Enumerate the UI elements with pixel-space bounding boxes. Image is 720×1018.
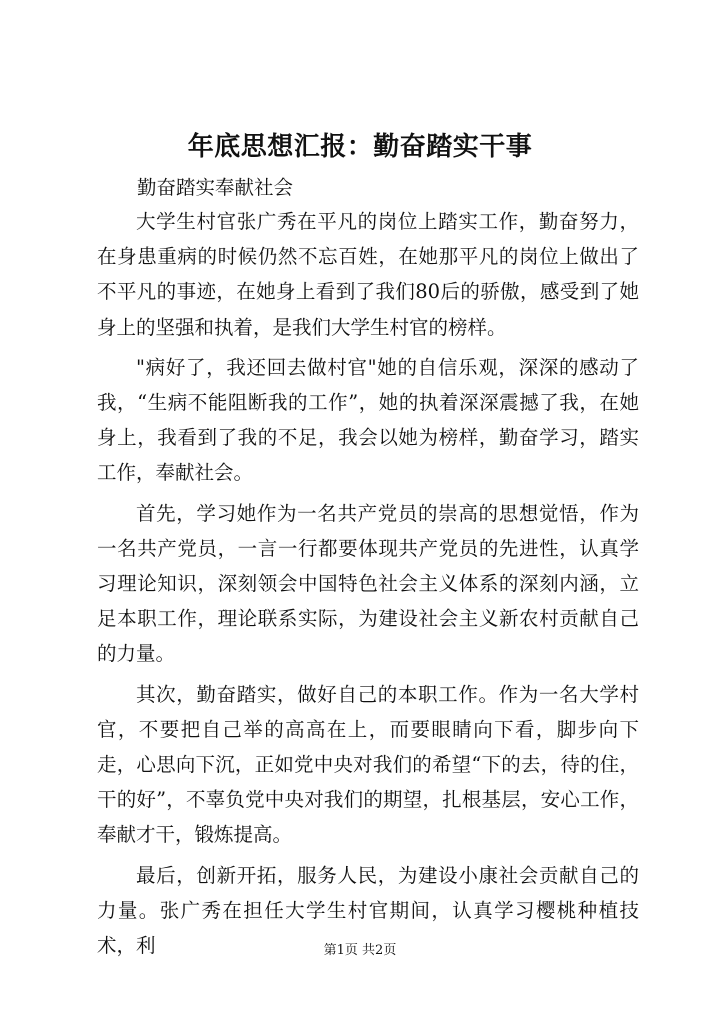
paragraph-4: 其次，勤奋踏实，做好自己的本职工作。作为一名大学村官，不要把自己举的高高在上，而要眼睛向下看，脚步向下走，心思向下沉，正如党中央对我们的希望“下的去，待的住，干的好”，不辜负党中央对我们的期望，扎根基层，安心工作，奉献才干，锻炼提高。: [97, 682, 639, 847]
document-subtitle: 勤奋踏实奉献社会: [137, 176, 294, 199]
paragraph-3: 首先，学习她作为一名共产党员的崇高的思想觉悟，作为一名共产党员，一言一行都要体现共产党员的先进性，认真学习理论知识，深刻领会中国特色社会主义体系的深刻内涵，立足本职工作，理论联系实际，为建设社会主义新农村贡献自己的力量。: [97, 501, 639, 666]
page-number-footer: 第1页 共2页: [323, 943, 397, 958]
paragraph-2: "病好了，我还回去做村官"她的自信乐观，深深的感动了我，“生病不能阻断我的工作”，她的执着深深震撼了我，在她身上，我看到了我的不足，我会以她为榜样，勤奋学习，踏实工作，奉献社会。: [97, 355, 639, 485]
document-title: 年底思想汇报：勤奋踏实干事: [187, 132, 533, 162]
document-body: [97, 204, 639, 968]
paragraph-1: 大学生村官张广秀在平凡的岗位上踏实工作，勤奋努力，在身患重病的时候仍然不忘百姓，在她那平凡的岗位上做出了不平凡的事迹，在她身上看到了我们80后的骄傲，感受到了她身上的坚强和执着，是我们大学生村官的榜样。: [97, 210, 639, 339]
paragraph-5: 最后，创新开拓，服务人民，为建设小康社会贡献自己的力量。张广秀在担任大学生村官期间，认真学习樱桃种植技术，利: [97, 863, 639, 958]
